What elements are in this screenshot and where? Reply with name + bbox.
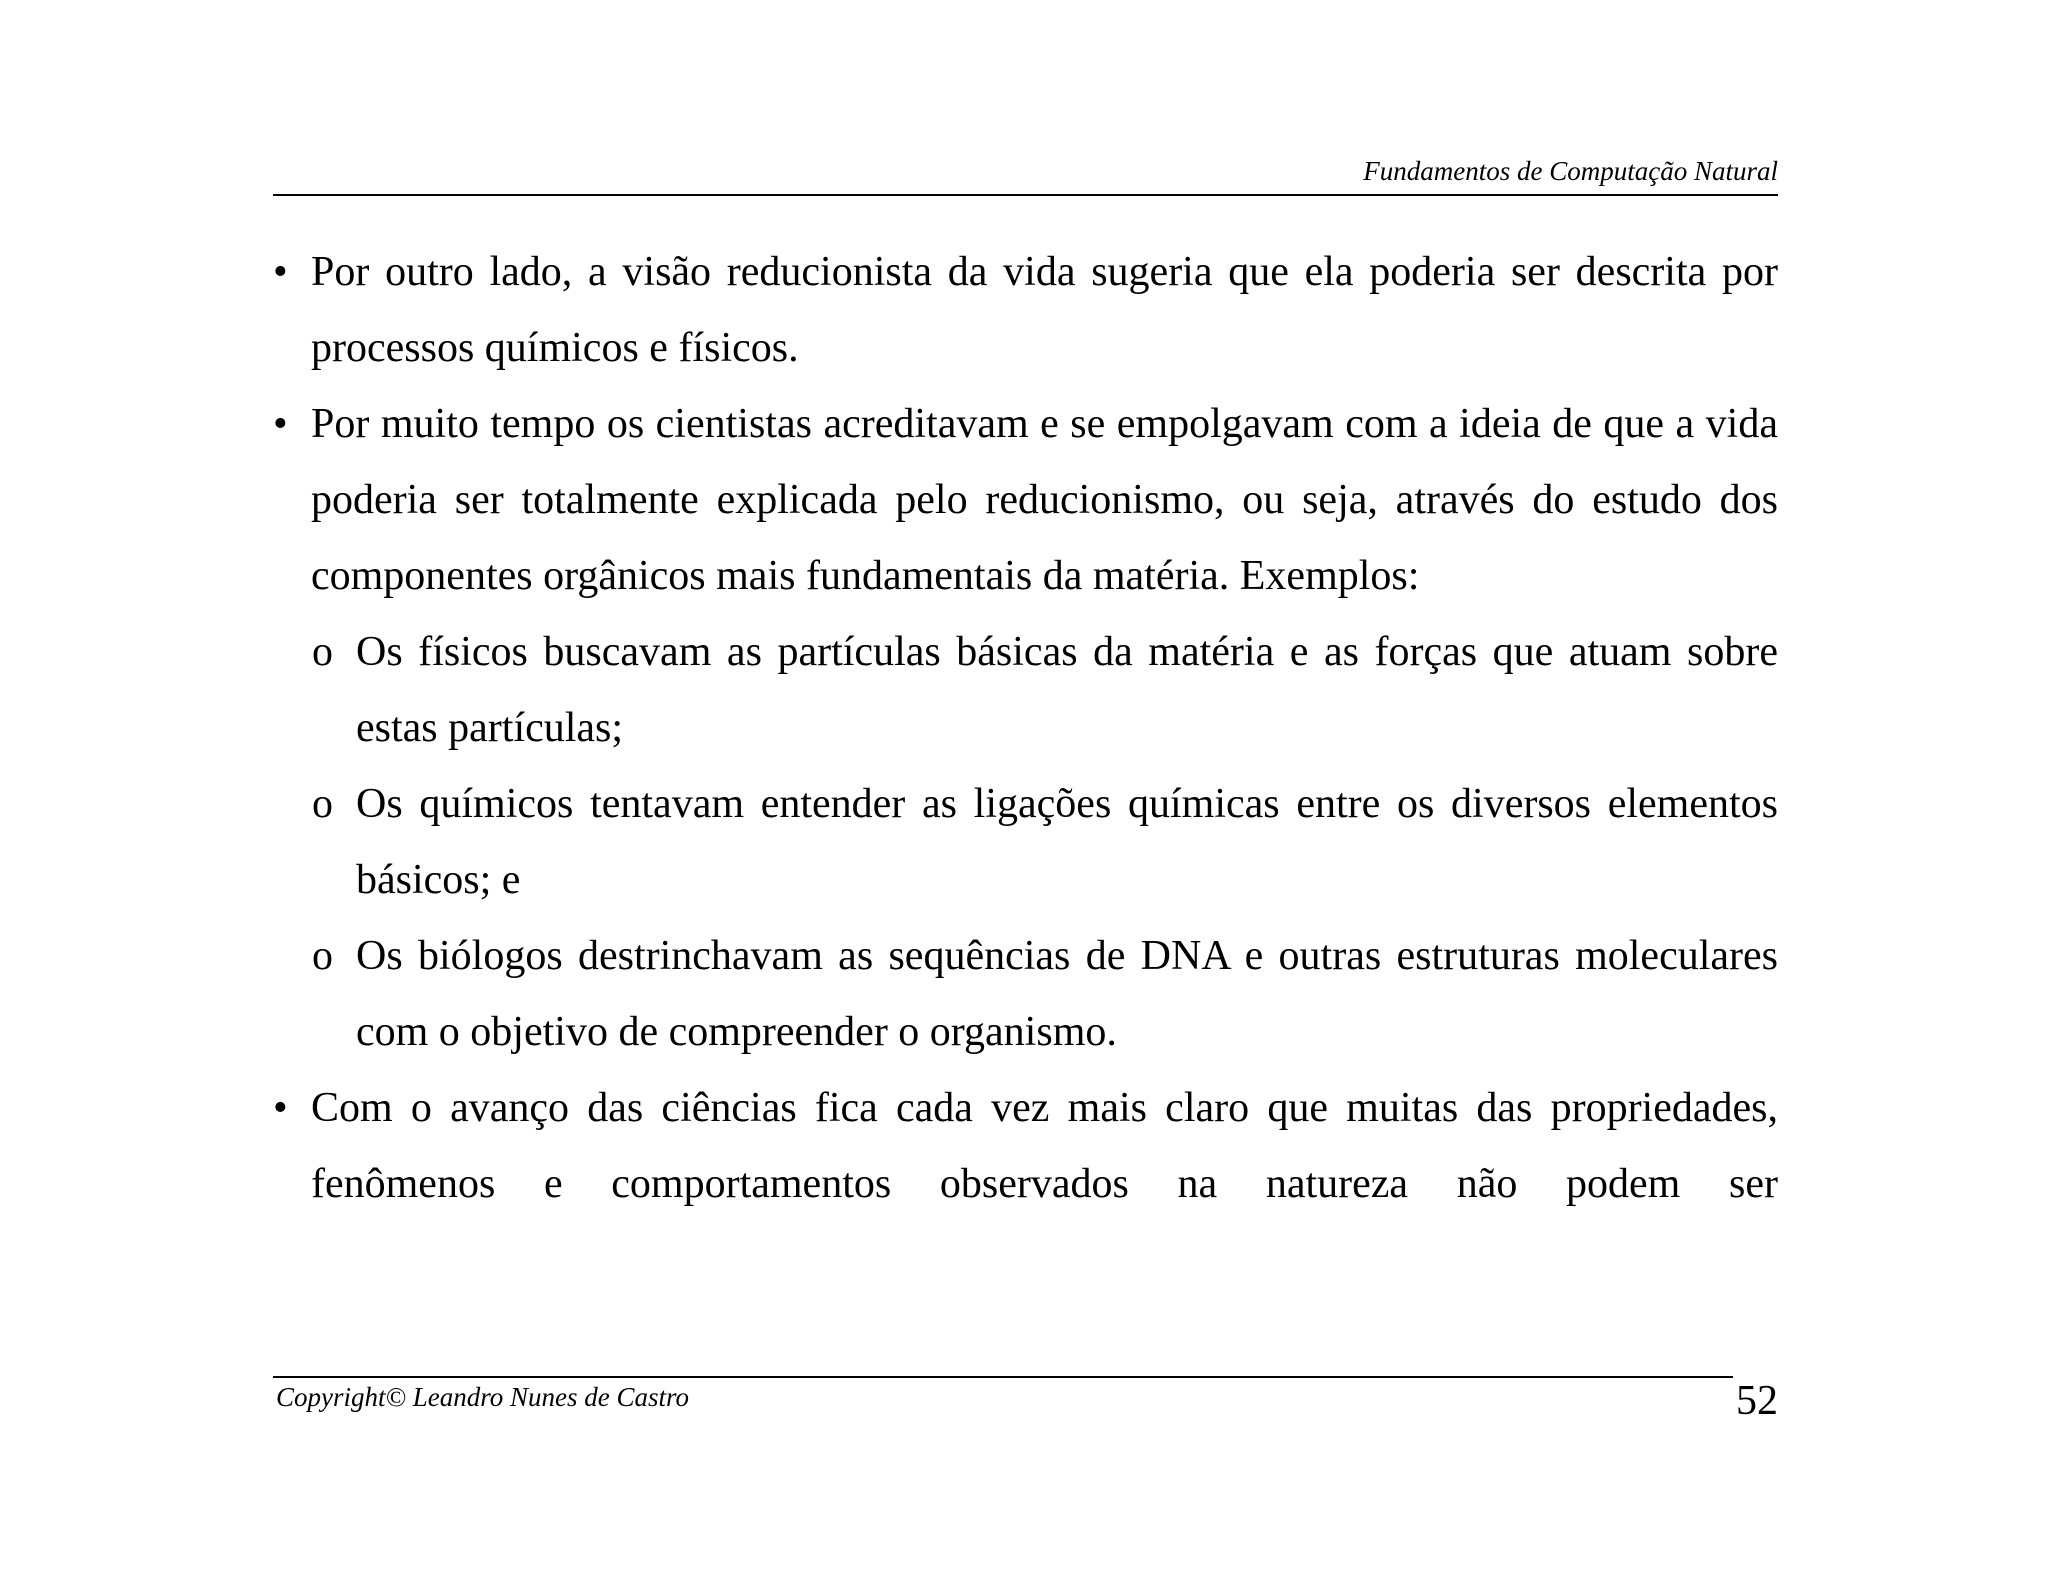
sub-item	[273, 766, 1778, 918]
sub-item-text: Os químicos tentavam entender as ligações químicas entre os diversos elementos básicos; e	[356, 781, 1778, 903]
sub-item-text: Os biólogos destrinchavam as sequências de DNA e outras estruturas moleculares com o objetivo de compreender o organismo.	[356, 933, 1778, 1055]
bullet-item	[273, 1070, 1778, 1222]
copyright-notice: Copyright© Leandro Nunes de Castro	[276, 1382, 690, 1412]
bullet-mark: •	[273, 1085, 288, 1131]
page-body	[273, 234, 1778, 1222]
bullet-text: Por muito tempo os cientistas acreditavam e se empolgavam com a ideia de que a vida poderia ser totalmente explicada pelo reducionismo, ou seja, através do estudo dos componentes orgânicos mais fundamentais da matéria. Exemplos:	[311, 401, 1778, 599]
bullet-item	[273, 386, 1778, 614]
page-footer	[273, 1376, 1733, 1412]
page-number: 52	[1736, 1378, 1778, 1424]
sub-bullet-mark: o	[312, 629, 333, 675]
sub-bullet-mark: o	[312, 781, 333, 827]
bullet-item	[273, 234, 1778, 386]
page-header	[273, 152, 1778, 196]
bullet-mark: •	[273, 249, 288, 295]
sub-item	[273, 614, 1778, 766]
bullet-text: Por outro lado, a visão reducionista da vida sugeria que ela poderia ser descrita por processos químicos e físicos.	[311, 249, 1778, 371]
sub-item	[273, 918, 1778, 1070]
running-header-title: Fundamentos de Computação Natural	[1363, 156, 1778, 186]
bullet-mark: •	[273, 401, 288, 447]
bullet-text: Com o avanço das ciências fica cada vez mais claro que muitas das propriedades, fenômenos e comportamentos observados na natureza não podem ser	[311, 1085, 1778, 1207]
sub-item-text: Os físicos buscavam as partículas básicas da matéria e as forças que atuam sobre estas partículas;	[356, 629, 1778, 751]
sub-bullet-mark: o	[312, 933, 333, 979]
